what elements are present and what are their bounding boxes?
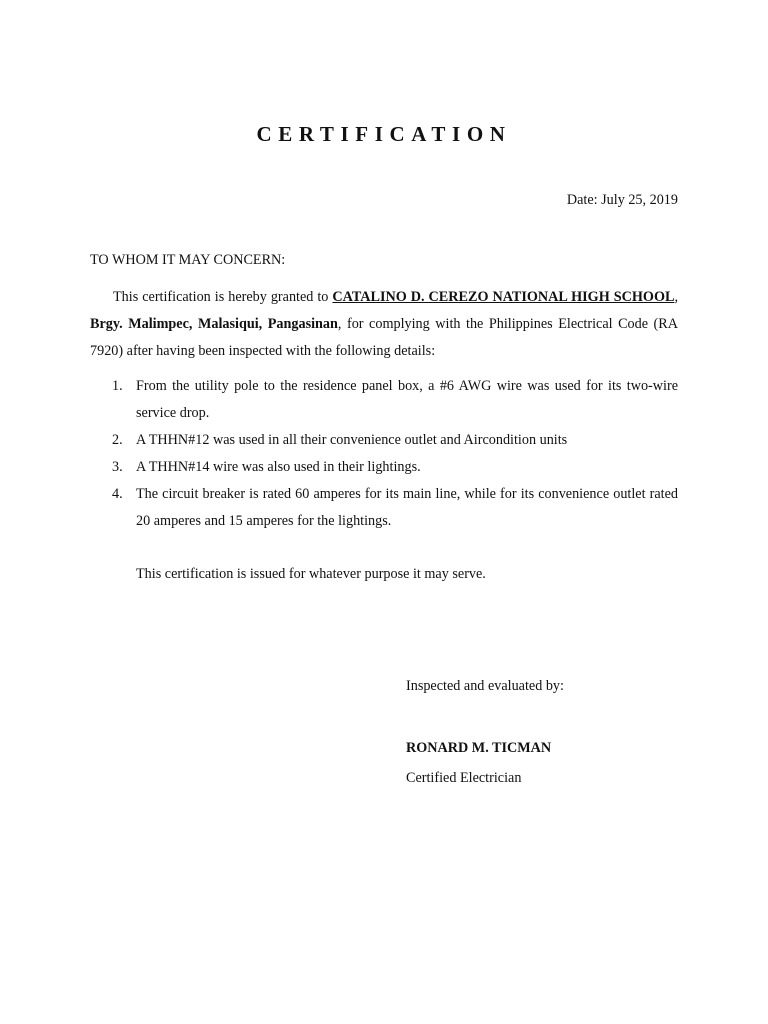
list-item-number: 1. [112, 378, 123, 394]
list-item [90, 481, 678, 535]
intro-lead: This certification is hereby granted to [113, 289, 333, 305]
list-item [90, 454, 678, 481]
list-item-text: From the utility pole to the residence panel box, a #6 AWG wire was used for its two-wire service drop. [136, 378, 678, 421]
document-title: CERTIFICATION [256, 122, 512, 146]
list-item-number: 4. [112, 486, 123, 502]
details-list [90, 373, 678, 535]
signatory-role: Certified Electrician [406, 770, 522, 786]
intro-comma: , [674, 289, 678, 305]
list-item [90, 427, 678, 454]
list-item-text: A THHN#14 wire was also used in their lightings. [136, 459, 421, 475]
salutation: TO WHOM IT MAY CONCERN: [90, 252, 286, 268]
list-item-text: The circuit breaker is rated 60 amperes for its main line, while for its convenience outlet rated 20 amperes and 15 amperes for the lightings. [136, 486, 678, 529]
intro-tail: , for complying with the Philippines Electrical Code (RA 7920) after having been inspected with the following details: [90, 316, 678, 359]
list-item-text: A THHN#12 was used in all their convenience outlet and Aircondition units [136, 432, 568, 448]
signature-label: Inspected and evaluated by: [406, 678, 564, 694]
list-item-number: 3. [112, 459, 123, 475]
intro-paragraph [90, 284, 678, 365]
list-item [90, 373, 678, 427]
document-date: Date: July 25, 2019 [566, 192, 678, 208]
school-address: Brgy. Malimpec, Malasiqui, Pangasinan [90, 316, 338, 332]
list-item-number: 2. [112, 432, 123, 448]
closing-statement: This certification is issued for whatever purpose it may serve. [136, 566, 486, 582]
signatory-name: RONARD M. TICMAN [406, 740, 552, 756]
school-name: CATALINO D. CEREZO NATIONAL HIGH SCHOOL [332, 289, 675, 305]
